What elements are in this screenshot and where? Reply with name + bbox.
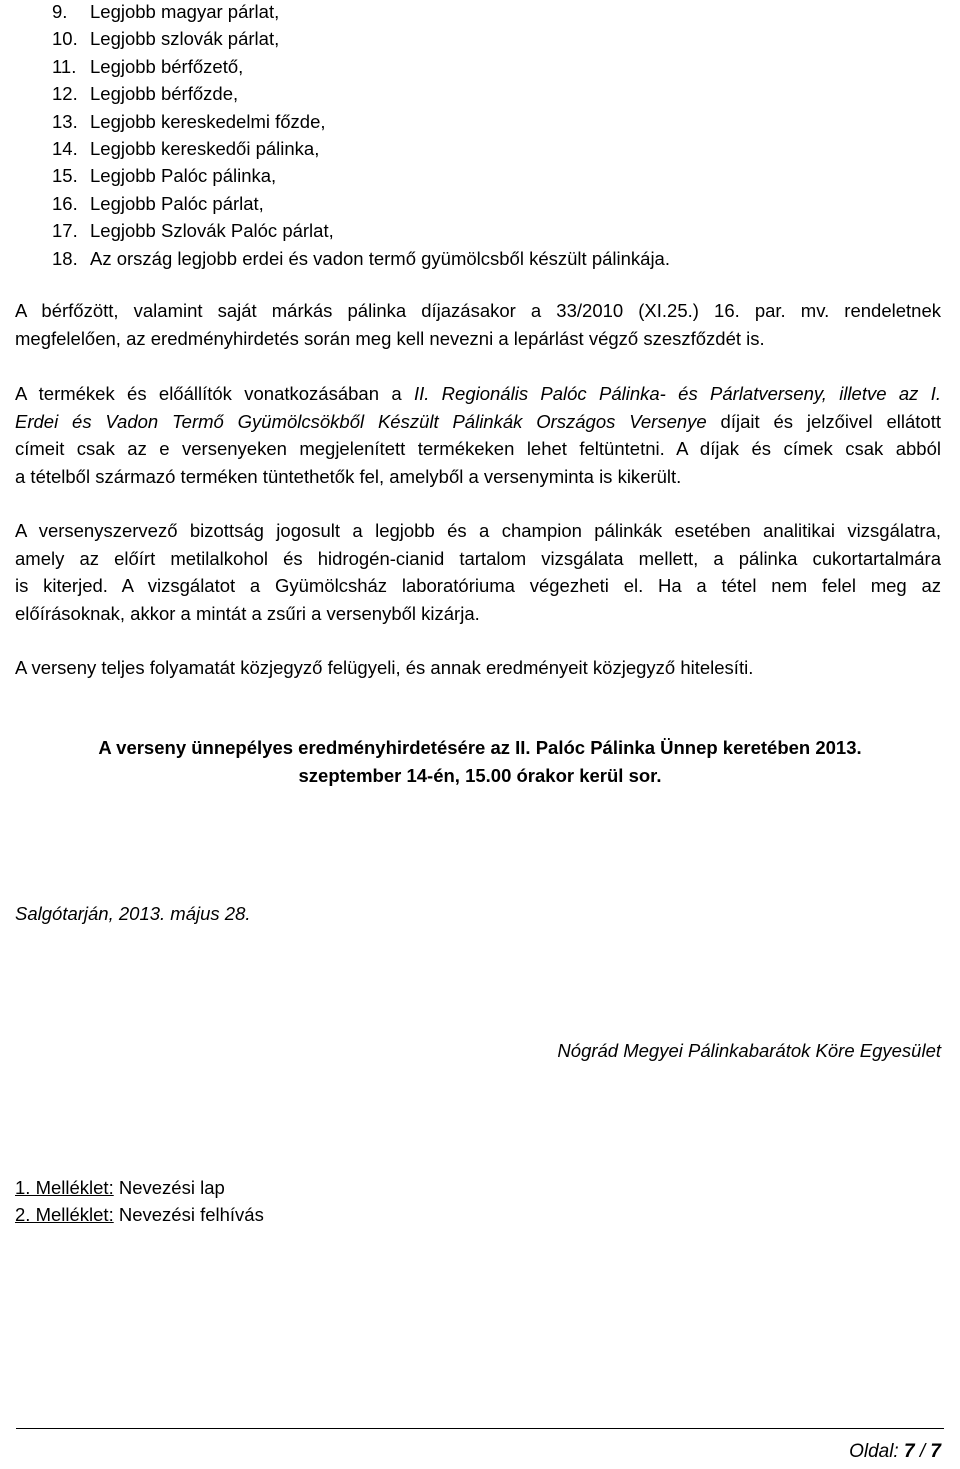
footer-divider [16, 1428, 944, 1429]
list-item: 17. Legjobb Szlovák Palóc párlat, [52, 220, 334, 242]
announcement-line-1: A verseny ünnepélyes eredményhirdetésére az II. Palóc Pálinka Ünnep keretében 2013. [98, 737, 862, 758]
paragraph-versenyszervezo: A versenyszervező bizottság jogosult a legjobb és a champion pálinkák esetében analitikai vizsgálatra, amely az előírt metilalkohol és hidrogén-cianid tartalom vizsgálata mellett, a pálinka cukortartalmára is kiterjed. A vizsgálatot a Gyümölcsház laboratóriuma végezheti el. Ha a tétel nem felel meg az előírásoknak, akkor a mintát a zsűri a versenyből kizárja. [15, 520, 941, 624]
list-item: 18. Az ország legjobb erdei és vadon termő gyümölcsből készült pálinkája. [52, 247, 670, 269]
list-item: 16. Legjobb Palóc párlat, [52, 192, 264, 214]
list-item: 11. Legjobb bérfőzető, [52, 55, 244, 77]
list-item: 13. Legjobb kereskedelmi főzde, [52, 110, 326, 132]
award-category-list [52, 0, 670, 272]
list-item: 12. Legjobb bérfőzde, [52, 83, 239, 105]
signature-organization: Nógrád Megyei Pálinkabarátok Köre Egyesület [557, 1040, 941, 1061]
paragraph-berfozott: A bérfőzött, valamint saját márkás pálinka díjazásakor a 33/2010 (XI.25.) 16. par. mv. rendeletnek megfelelően, az eredményhirdetés során meg kell nevezni a lepárlást végző szeszfőzdét is. [15, 300, 941, 349]
list-item: 9. Legjobb magyar párlat, [52, 1, 280, 22]
page-number: Oldal: 7 / 7 [849, 1441, 941, 1462]
list-item: 15. Legjobb Palóc pálinka, [52, 165, 277, 187]
paragraph-termekek: A termékek és előállítók vonatkozásában a II. Regionális Palóc Pálinka- és Párlatverseny, illetve az I. Erdei és Vadon Termő Gyümölcsökből Készült Pálinkák Országos Versenye díjait és jelzőivel ellátott címeit csak az e versenyeken megjelenített termékeken lehet feltüntetni. A díjak és címek csak abból a tételből származó terméken tüntethetők fel, amelyből a versenyminta is kikerült. [15, 383, 941, 487]
annex-1: 1. Melléklet: Nevezési lap [15, 1177, 225, 1198]
announcement-line-2: szeptember 14-én, 15.00 órakor kerül sor. [298, 765, 662, 786]
list-item: 10. Legjobb szlovák párlat, [52, 28, 280, 50]
paragraph-kozjegyzo: A verseny teljes folyamatát közjegyző felügyeli, és annak eredményeit közjegyző hitelesíti. [15, 657, 754, 678]
annex-2: 2. Melléklet: Nevezési felhívás [15, 1204, 264, 1225]
list-item: 14. Legjobb kereskedői pálinka, [52, 137, 320, 159]
document-date: Salgótarján, 2013. május 28. [15, 903, 251, 924]
